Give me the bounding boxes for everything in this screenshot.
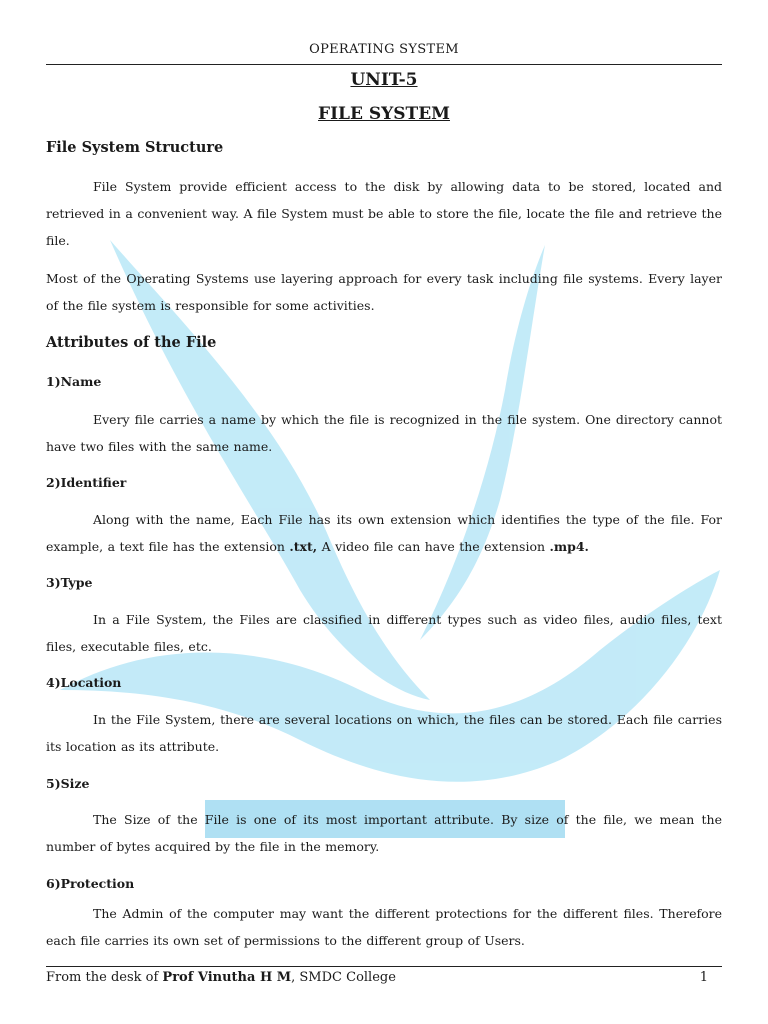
attribute-text-protection: The Admin of the computer may want the different protections for the different files. Therefore each file carries its own set of permissions to the different group of Users. [46, 906, 722, 948]
attribute-heading-protection: 6)Protection [46, 876, 135, 891]
section-heading-attributes: Attributes of the File [46, 334, 217, 351]
attribute-text-identifier: Along with the name, Each File has its own extension which identifies the type of the file. For example, a text file has the extension .txt, A video file can have the extension .mp4. [46, 512, 722, 554]
attribute-heading-size: 5)Size [46, 776, 90, 791]
footer-author: Prof Vinutha H M [162, 970, 292, 985]
footer-prefix: From the desk of [46, 970, 163, 985]
attribute-heading-name: 1)Name [46, 374, 102, 389]
header-rule [46, 64, 722, 65]
footer [46, 970, 722, 985]
extension-mp4: .mp4. [549, 539, 589, 554]
running-title: OPERATING SYSTEM [309, 42, 459, 57]
attribute-heading-location: 4)Location [46, 675, 122, 690]
attribute-text-size: The Size of the File is one of its most important attribute. By size of the file, we mean the number of bytes acquired by the file in the memory. [46, 812, 722, 854]
section-heading-structure: File System Structure [46, 139, 224, 156]
structure-paragraph-1: File System provide efficient access to the disk by allowing data to be stored, located and retrieved in a convenient way. A file System must be able to store the file, locate the file and retrieve the file. [46, 179, 722, 248]
extension-txt: .txt, [289, 539, 318, 554]
attribute-text-name: Every file carries a name by which the file is recognized in the file system. One directory cannot have two files with the same name. [46, 412, 722, 454]
attribute-text-type: In a File System, the Files are classified in different types such as video files, audio files, text files, executable files, etc. [46, 612, 722, 654]
footer-suffix: , SMDC College [291, 970, 396, 985]
chapter-title: FILE SYSTEM [318, 104, 450, 124]
attribute-heading-identifier: 2)Identifier [46, 475, 127, 490]
structure-paragraph-2: Most of the Operating Systems use layering approach for every task including file systems. Every layer of the file system is responsible for some activities. [46, 271, 722, 313]
page-number: 1 [699, 970, 708, 985]
unit-title: UNIT-5 [350, 70, 418, 90]
footer-rule [46, 966, 722, 967]
attribute-heading-type: 3)Type [46, 575, 93, 590]
attribute-text-location: In the File System, there are several locations on which, the files can be stored. Each file carries its location as its attribute. [46, 712, 722, 754]
